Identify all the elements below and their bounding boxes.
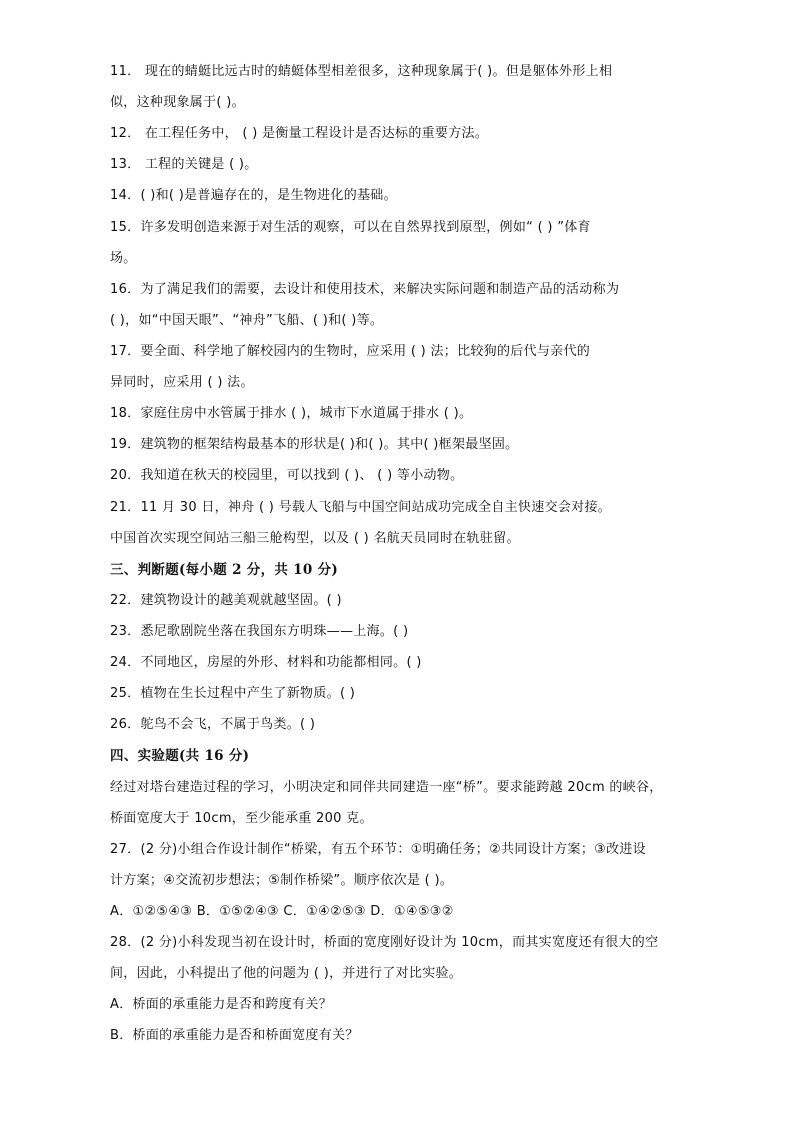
q22: 22．建筑物设计的越美观就越坚固。( ) bbox=[110, 593, 342, 608]
q27-line2: 计方案；④交流初步想法；⑤制作桥梁”。顺序依次是 ( )。 bbox=[110, 873, 454, 888]
q24: 24．不同地区，房屋的外形、材料和功能都相同。( ) bbox=[110, 655, 422, 670]
section-4-heading: 四、实验题(共 16 分) bbox=[110, 748, 250, 764]
q21-line1: 21．11 月 30 日，神舟 ( ) 号载人飞船与中国空间站成功完成全自主快速交会对接。 bbox=[110, 500, 612, 515]
q21-line2: 中国首次实现空间站三船三舱构型，以及 ( ) 名航天员同时在轨驻留。 bbox=[110, 531, 520, 546]
q25: 25．植物在生长过程中产生了新物质。( ) bbox=[110, 686, 356, 701]
q26: 26．鸵鸟不会飞，不属于鸟类。( ) bbox=[110, 717, 316, 732]
q28-line2: 间，因此，小科提出了他的问题为 ( )，并进行了对比实验。 bbox=[110, 966, 463, 981]
q14: 14．( )和( )是普遍存在的，是生物进化的基础。 bbox=[110, 188, 397, 203]
q28-line1: 28．(2 分)小科发现当初在设计时，桥面的宽度刚好设计为 10cm，而其实宽度还有很大的空 bbox=[110, 935, 659, 950]
q12: 12． 在工程任务中， ( ) 是衡量工程设计是否达标的重要方法。 bbox=[110, 126, 489, 141]
q17-line2: 异同时，应采用 ( ) 法。 bbox=[110, 375, 254, 390]
q11-line1: 11． 现在的蜻蜓比远古时的蜻蜓体型相差很多，这种现象属于( )。但是躯体外形上相 bbox=[110, 64, 613, 79]
q23: 23．悉尼歌剧院坐落在我国东方明珠——上海。( ) bbox=[110, 624, 409, 639]
q17-line1: 17．要全面、科学地了解校园内的生物时，应采用 ( ) 法；比较狗的后代与亲代的 bbox=[110, 344, 591, 359]
q16-line2: ( )，如“中国天眼”、“神舟”飞船、( )和( )等。 bbox=[110, 313, 384, 328]
q28-option-b: B．桥面的承重能力是否和桥面宽度有关？ bbox=[110, 1028, 359, 1043]
q18: 18．家庭住房中水管属于排水 ( )，城市下水道属于排水 ( )。 bbox=[110, 406, 473, 421]
q27-line1: 27．(2 分)小组合作设计制作“桥梁，有五个环节：①明确任务；②共同设计方案；③改进设 bbox=[110, 842, 646, 857]
q20: 20．我知道在秋天的校园里，可以找到 ( )、 ( ) 等小动物。 bbox=[110, 468, 464, 483]
experiment-intro-line1: 经过对塔台建造过程的学习，小明决定和同伴共同建造一座“桥”。要求能跨越 20cm 的峡谷， bbox=[110, 780, 663, 795]
q27-options: A．①②⑤④③ B．①⑤②④③ C．①④②⑤③ D．①④⑤③② bbox=[110, 904, 454, 919]
experiment-intro-line2: 桥面宽度大于 10cm，至少能承重 200 克。 bbox=[110, 811, 373, 826]
section-3-heading: 三、判断题(每小题 2 分，共 10 分) bbox=[110, 562, 339, 578]
q15-line1: 15．许多发明创造来源于对生活的观察，可以在自然界找到原型，例如“ ( ) ”体育 bbox=[110, 220, 591, 235]
q13: 13． 工程的关键是 ( )。 bbox=[110, 157, 258, 172]
q19: 19．建筑物的框架结构最基本的形状是( )和( )。其中( )框架最坚固。 bbox=[110, 437, 519, 452]
q15-line2: 场。 bbox=[110, 251, 137, 266]
q28-option-a: A．桥面的承重能力是否和跨度有关？ bbox=[110, 997, 332, 1012]
q16-line1: 16．为了满足我们的需要，去设计和使用技术，来解决实际问题和制造产品的活动称为 bbox=[110, 282, 620, 297]
q11-line2: 似，这种现象属于( )。 bbox=[110, 95, 245, 110]
